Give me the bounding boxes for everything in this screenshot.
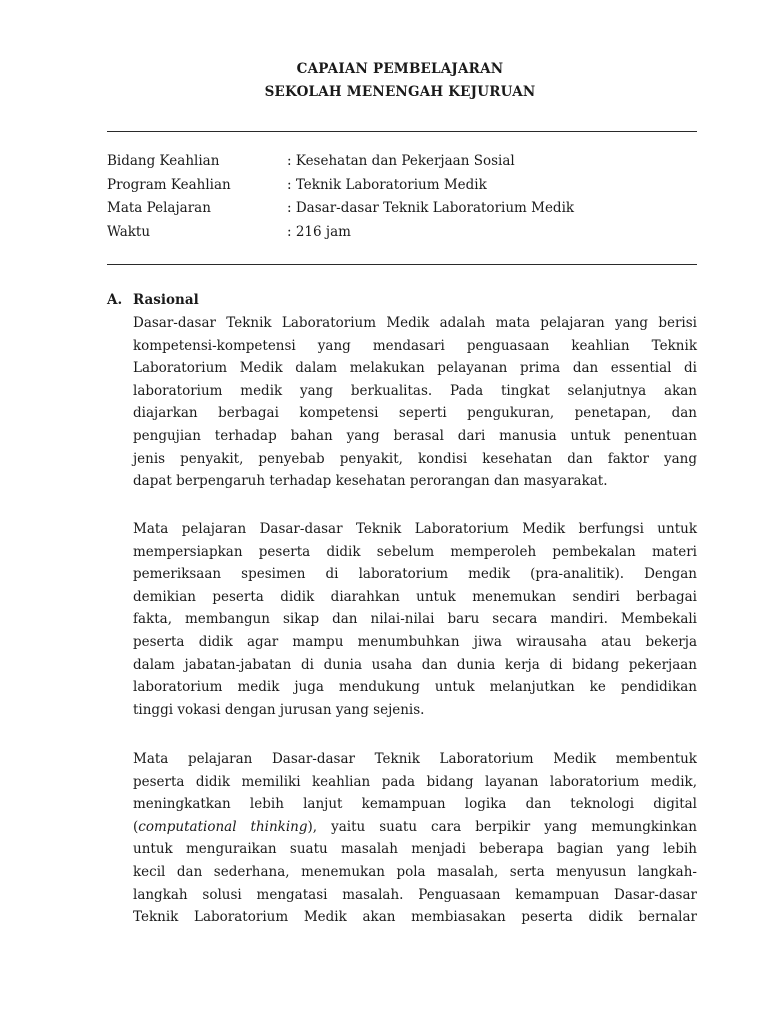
meta-value: : 216 jam — [287, 224, 351, 240]
paragraph-rasional-1 — [133, 312, 697, 493]
paragraph-line: meningkatkan lebih lanjut kemampuan logika dan teknologi digital — [133, 796, 697, 813]
meta-value: : Teknik Laboratorium Medik — [287, 177, 487, 193]
paragraph-rasional-2 — [133, 518, 697, 721]
paragraph-line: Mata pelajaran Dasar-dasar Teknik Laboratorium Medik berfungsi untuk — [133, 521, 697, 537]
paragraph-line: untuk menguraikan suatu masalah menjadi beberapa bagian yang lebih — [133, 841, 697, 858]
paragraph-line: pemeriksaan spesimen di laboratorium medik (pra-analitik). Dengan — [133, 566, 697, 583]
paragraph-line: mempersiapkan peserta didik sebelum memperoleh pembekalan materi — [133, 543, 697, 560]
paragraph-line: tinggi vokasi dengan jurusan yang sejenis. — [133, 701, 425, 718]
paragraph-line: peserta didik agar mampu menumbuhkan jiwa wirausaha atau bekerja — [133, 633, 697, 650]
meta-value: : Dasar-dasar Teknik Laboratorium Medik — [287, 200, 575, 216]
italic-term: computational thinking — [138, 818, 308, 835]
meta-label: Bidang Keahlian — [107, 153, 220, 169]
paragraph-line: jenis penyakit, penyebab penyakit, kondisi kesehatan dan faktor yang — [133, 450, 697, 467]
meta-label: Mata Pelajaran — [107, 200, 211, 216]
paragraph-line: Laboratorium Medik dalam melakukan pelayanan prima dan essential di — [133, 360, 697, 377]
divider-bottom — [107, 264, 697, 265]
paragraph-line-italic-term: (computational thinking), yaitu suatu cara berpikir yang memungkinkan — [133, 818, 697, 835]
section-heading: Rasional — [133, 292, 199, 308]
meta-label: Program Keahlian — [107, 177, 231, 193]
meta-value: : Kesehatan dan Pekerjaan Sosial — [287, 153, 515, 169]
document-subtitle: SEKOLAH MENENGAH KEJURUAN — [264, 84, 536, 100]
paragraph-rasional-3 — [133, 748, 697, 929]
paragraph-line: dapat berpengaruh terhadap kesehatan perorangan dan masyarakat. — [133, 473, 608, 490]
paragraph-line: laboratorium medik yang berkualitas. Pada tingkat selanjutnya akan — [133, 382, 697, 399]
paragraph-line: peserta didik memiliki keahlian pada bidang layanan laboratorium medik, — [133, 773, 697, 790]
paragraph-line: demikian peserta didik diarahkan untuk menemukan sendiri berbagai — [133, 588, 697, 605]
paragraph-line: Mata pelajaran Dasar-dasar Teknik Laboratorium Medik membentuk — [133, 751, 697, 767]
section-letter: A. — [107, 292, 123, 308]
paragraph-line: kecil dan sederhana, menemukan pola masalah, serta menyusun langkah- — [133, 863, 697, 880]
paragraph-line: langkah solusi mengatasi masalah. Penguasaan kemampuan Dasar-dasar — [133, 886, 697, 903]
divider-top — [107, 131, 697, 132]
document-title: CAPAIAN PEMBELAJARAN — [296, 61, 504, 77]
meta-label: Waktu — [107, 224, 151, 240]
paragraph-line: kompetensi-kompetensi yang mendasari penguasaan keahlian Teknik — [133, 337, 697, 354]
paragraph-line: pengujian terhadap bahan yang berasal dari manusia untuk penentuan — [133, 427, 697, 444]
paragraph-line: laboratorium medik juga mendukung untuk melanjutkan ke pendidikan — [133, 679, 697, 696]
paragraph-line: Teknik Laboratorium Medik akan membiasakan peserta didik bernalar — [133, 909, 697, 926]
paragraph-line: Dasar-dasar Teknik Laboratorium Medik adalah mata pelajaran yang berisi — [133, 315, 697, 331]
paragraph-line: diajarkan berbagai kompetensi seperti pengukuran, penetapan, dan — [133, 405, 697, 422]
paragraph-line: fakta, membangun sikap dan nilai-nilai baru secara mandiri. Membekali — [133, 611, 697, 628]
paragraph-line: dalam jabatan-jabatan di dunia usaha dan dunia kerja di bidang pekerjaan — [133, 656, 697, 673]
